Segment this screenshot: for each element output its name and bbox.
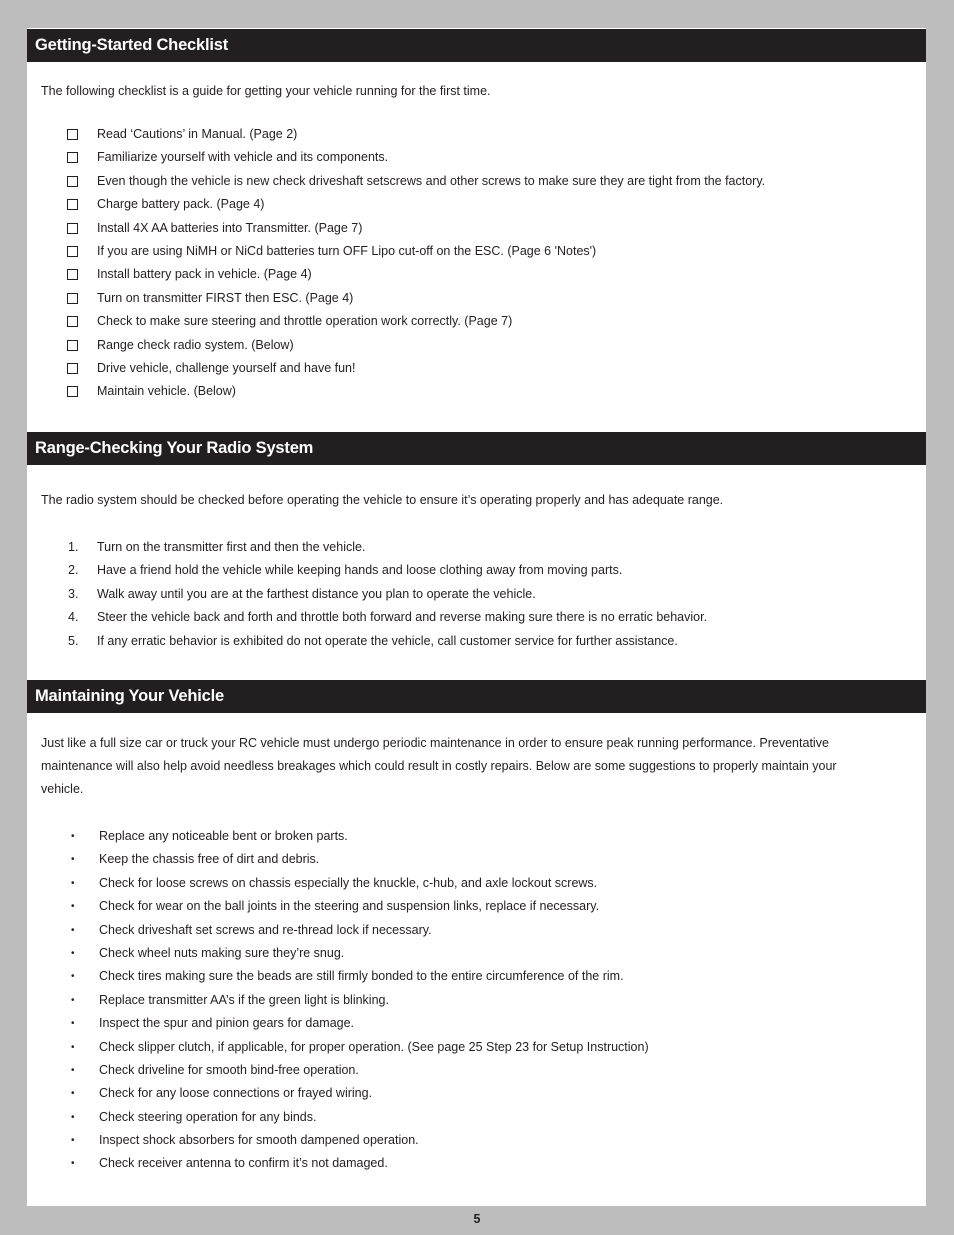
checkbox-icon	[67, 386, 78, 397]
maintenance-intro: Just like a full size car or truck your RC vehicle must undergo periodic maintenance in order to ensure peak running performance. Preventative maintenance will also help avoid needless breakages which could result in costly repairs. Below are some suggestions to properly maintain your vehicle.	[41, 736, 837, 796]
bullet-icon: •	[71, 1088, 75, 1100]
page-number: 5	[473, 1212, 481, 1226]
checkbox-icon	[67, 152, 78, 163]
checkbox-icon	[67, 293, 78, 304]
bullet-icon: •	[71, 971, 75, 983]
bullet-icon: •	[71, 994, 75, 1006]
bullet-icon: •	[71, 901, 75, 913]
page-content: Getting-Started Checklist The following checklist is a guide for getting your vehicle running for the first time. Read ‘Cautions’ in Manual. (Page 2) Familiarize yourself with vehicle and its components. Even though the vehicle is new check driveshaft setscrews and other screws to make sure they are tight from the factory. Charge battery pack. (Page 4) Install 4X AA batteries into Transmitter. (Page 7) If you are using NiMH or NiCd batteries turn OFF Lipo cut-off on the ESC. (Page 6 'Notes') Install battery pack in vehicle. (Page 4) Turn on transmitter FIRST then ESC. (Page 4) Check to make sure steering and throttle operation work correctly. (Page 7) Range check radio system. (Below) Drive vehicle, challenge yourself and have fun! Maintain vehicle. (Below) Range-Checking Your Radio System The radio system should be checked before operating the vehicle to ensure it’s operating properly and has adequate range. 1. Turn on the transmitter first and then the vehicle. 2. Have a friend hold the vehicle while keeping hands and loose clothing away from moving parts. 3. Walk away until you are at the farthest distance you plan to operate the vehicle. 4. Steer the vehicle back and forth and throttle both forward and reverse making sure there is no erratic behavior. 5. If any erratic behavior is exhibited do not operate the vehicle, call customer service for further assistance. Maintaining Your Vehicle Just like a full size car or truck your RC vehicle must undergo periodic maintenance in order to ensure peak running performance. Preventative maintenance will also help avoid needless breakages which could result in costly repairs. Below are some suggestions to properly maintain your vehicle. • Replace any noticeable bent or broken parts. • Keep the chassis free of dirt and debris. • Check for loose screws on chassis especially the knuckle, c-hub, and axle lockout screws. • Check for wear on the ball joints in the steering and suspension links, replace if necessary. • Check driveshaft set screws and re-thread lock if necessary. • Check wheel nuts making sure they’re snug. • Check tires making sure the beads are still firmly bonded to the entire circumference of the rim. • Replace transmitter AA’s if the green light is blinking. • Inspect the spur and pinion gears for damage. • Check slipper clutch, if applicable, for proper operation. (See page 25 Step 23 for Setup Instruction) • Check driveline for smooth bind-free operation. • Check for any loose connections or frayed wiring. • Check steering operation for any binds. • Inspect shock absorbers for smooth dampened operation. • Check receiver antenna to confirm it’s not damaged.	[27, 28, 926, 1206]
checkbox-icon	[67, 176, 78, 187]
bullet-icon: •	[71, 854, 75, 866]
checkbox-icon	[67, 340, 78, 351]
checkbox-icon	[67, 129, 78, 140]
checkbox-icon	[67, 363, 78, 374]
checkbox-icon	[67, 316, 78, 327]
range-intro: The radio system should be checked before operating the vehicle to ensure it’s operating properly and has adequate range.	[41, 493, 724, 507]
checkbox-icon	[67, 269, 78, 280]
bullet-icon: •	[71, 1041, 75, 1053]
checkbox-icon	[67, 223, 78, 234]
bullet-icon: •	[71, 1135, 75, 1147]
maintenance-heading: Maintaining Your Vehicle	[27, 680, 926, 713]
bullet-icon: •	[71, 877, 75, 889]
bullet-icon: •	[71, 1064, 75, 1076]
checkbox-icon	[67, 199, 78, 210]
checklist-heading: Getting-Started Checklist	[27, 29, 926, 62]
bullet-icon: •	[71, 1111, 75, 1123]
bullet-icon: •	[71, 947, 75, 959]
checklist-intro: The following checklist is a guide for getting your vehicle running for the first time.	[41, 84, 491, 98]
bullet-icon: •	[71, 1018, 75, 1030]
bullet-icon: •	[71, 1158, 75, 1170]
bullet-icon: •	[71, 831, 75, 842]
range-heading: Range-Checking Your Radio System	[27, 432, 926, 465]
checkbox-icon	[67, 246, 78, 257]
bullet-icon: •	[71, 924, 75, 936]
